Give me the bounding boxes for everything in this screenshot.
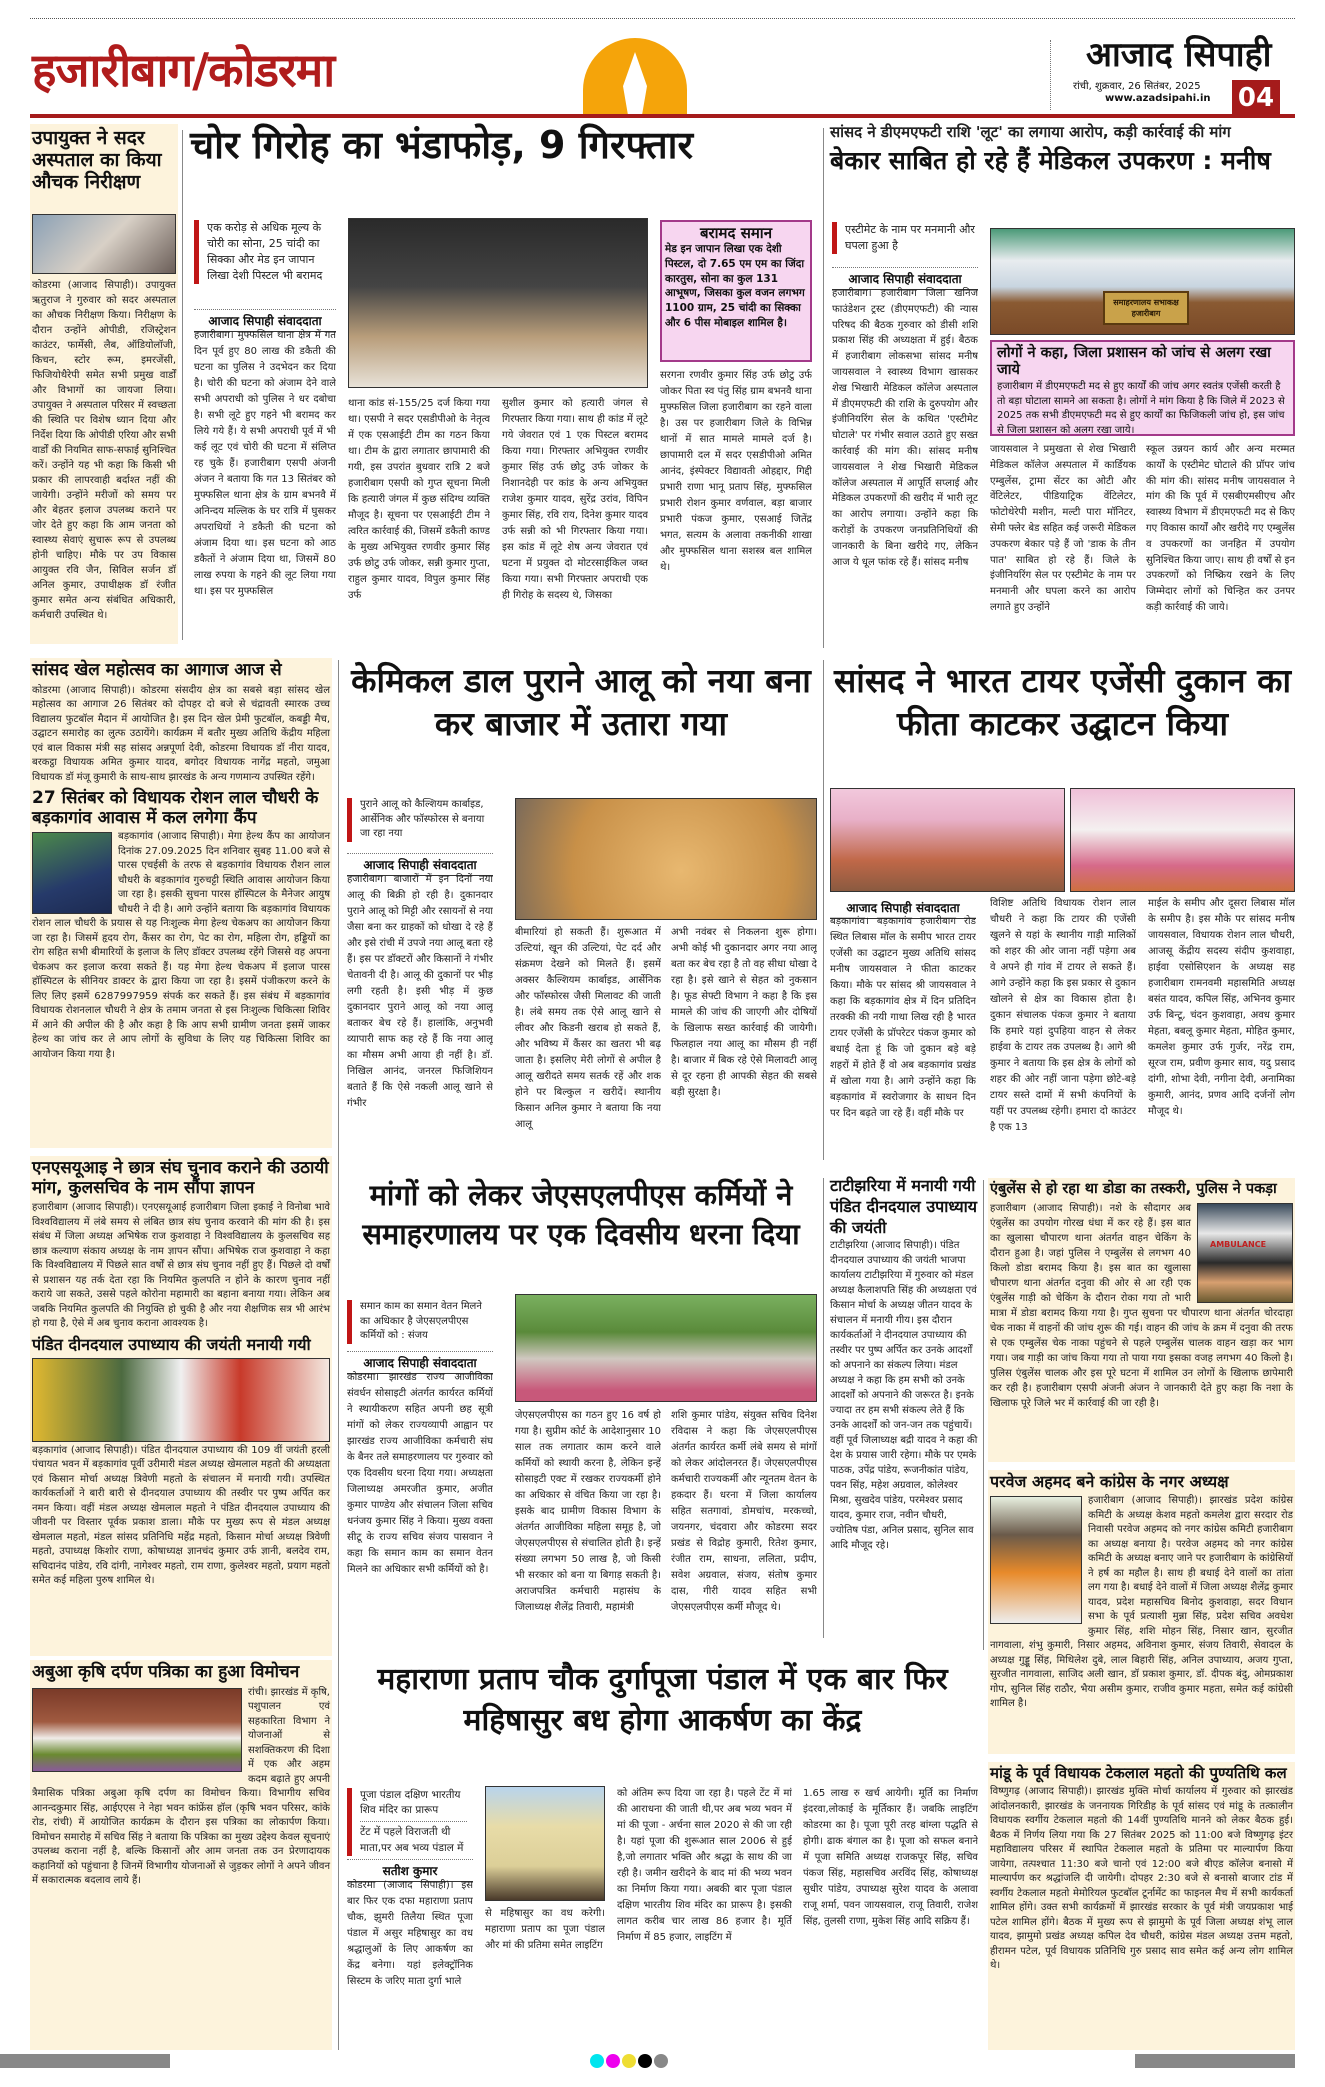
jslps-article bbox=[345, 1176, 817, 1636]
gang-article bbox=[190, 124, 820, 644]
abua-headline: अबुआ कृषि दर्पण पत्रिका का हुआ विमोचन bbox=[32, 1662, 300, 1682]
tyre-byline: आजाद सिपाही संवाददाता bbox=[830, 897, 976, 919]
parvez-headline: परवेज अहमद बने कांग्रेस के नगर अध्यक्ष bbox=[990, 1472, 1229, 1491]
dmft-byline: आजाद सिपाही संवाददाता bbox=[832, 267, 978, 290]
gang-kicker: एक करोड़ से अधिक मूल्य के चोरी का सोना, 25 चांदी का सिक्का और मेड इन जापान लिखा देशी पिस्टल भी बरामद bbox=[194, 220, 336, 284]
abua-article bbox=[30, 1660, 332, 2050]
dmft-col3: स्कूल उन्नयन कार्य और अन्य मरम्मत कार्यों के एस्टीमेट घोटाले की प्रॉपर जांच की मांग की। सांसद मनीष जायसवाल ने मांग की कि पूर्व में एसबीएमसीएच और स्वास्थ्य विभाग में डीएमएफटी मद से किए गए विकास कार्यों और खरीदे गए एम्बुलेंस व उपकरणों का जनहित में उपयोग सुनिश्चित किया जाए। साथ ही वर्षों से इन उपकरणों को निष्क्रिय रखने के लिए जिम्मेदार लोगों को चिन्हित कर उनपर कड़ी कार्रवाई की जाये। bbox=[1146, 444, 1295, 613]
print-bar-left bbox=[0, 2054, 170, 2068]
dmft-headline: बेकार साबित हो रहे हैं मेडिकल उपकरण : मनीष bbox=[830, 146, 1271, 176]
potatoes-photo bbox=[515, 798, 817, 920]
gang-col2: थाना कांड सं-155/25 दर्ज किया गया था। एसपी ने सदर एसडीपीओ के नेतृत्व में एक एसआईटी टीम का गठन किया था। टीम के द्वारा लगातार छापामारी की गयी, इस उपरांत बुधवार रात्रि 2 बजे हजारीबाग एसपी को गुप्त सूचना मिली कि हत्यारी जंगल में कुछ संदिग्ध व्यक्ति मौजूद है। सूचना पर एसआईटी टीम ने त्वरित कार्रवाई की, जिसमें डकैती काण्ड के मुख्य अभियुक्त रणवीर कुमार सिंह उर्फ छोटु उर्फ जोकर, सन्नी कुमार गुप्ता, राहुल कुमार यादव, विपुल कुमार सिंह उर्फ bbox=[348, 398, 490, 601]
registration-dot-yellow bbox=[622, 2054, 636, 2068]
durga-kicker-2: टेंट में पहले विराजती थी माता,पर अब भव्य पंडाल में bbox=[360, 1826, 464, 1854]
tyre-col2: विशिष्ट अतिथि विधायक रोशन लाल चौधरी ने कहा कि टायर की एजेंसी खुलने से यहां के स्थानीय गाड़ी मालिकों को शहर की ओर जाना नहीं पड़ेगा अब वे अपने ही गांव में टायर ले सकते हैं। आगे उन्होंने कहा कि इस प्रकार से दुकान खोलने से क्षेत्र का विकास होता है। दुकान संचालक पंकज कुमार ने बताया कि हमारे यहां दुपहिया वाहन से लेकर हाईवा के टायर तक उपलब्ध है। आगे श्री कुमार ने बताया कि इस क्षेत्र के लोगों को शहर की ओर नहीं जाना पड़ेगा छोटे-बड़े टायर सस्ते दामों में सभी कंपनियों के यहीं पर उपलब्ध रहेगी। हमारा दो काउंटर है एक 13 bbox=[990, 898, 1136, 1133]
jayanti-photo bbox=[32, 1358, 330, 1442]
ribbon-cutting-photo bbox=[830, 788, 1065, 892]
dmft-article bbox=[830, 124, 1295, 644]
pandal-photo bbox=[485, 1786, 605, 1901]
khel-headline: सांसद खेल महोत्सव का आगाज आज से bbox=[32, 660, 282, 680]
public-demand-title: लोगों ने कहा, जिला प्रशासन को जांच से अलग रखा जाये bbox=[997, 345, 1271, 378]
camp-body: बड़कागांव (आजाद सिपाही)। मेगा हेल्थ कैंप का आयोजन दिनांक 27.09.2025 दिन शनिवार सुबह 11.00 बजे से पारस एचईसी के तरफ से बड़कागांव विधायक रौशन लाल चौधरी के बड़कागांव गुरुचट्टी स्थिति आवास आयोजन किया जा रहा है। इसकी सुचना पारस हॉस्पिटल के मैनेजर आयुष चौधरी ने दी है। आगे उन्होंने बताया कि बड़कागांव विधायक रोशन लाल चौधरी के प्रयास से यह निःशुल्क मेगा हेल्थ चेकअप का आयोजन किया जा रहा है। जिसमें हृदय रोग, कैंसर का रोग, पेट का रोग, महिला रोग, हड्डियों का रोग सहित सभी बीमारियों के इलाज के लिए डॉक्टर उपलब्ध रहेंगे जिससे वह अपना चेकअप कर इलाज करवा सकते हैं। यह मेगा हेल्थ चेकअप में इलाज पारस हॉस्पिटल के सीनियर डाक्टर के द्वारा किया जा रहा है। इसमें पंजीकरण करने के लिए लिए इसमें 6287997959 संपर्क कर सकते हैं। इस संबंध में बड़कागांव विधायक रोशनलाल चौधरी ने क्षेत्र के तमाम जनता से इस निःशुल्क चिकित्सा शिविर में आने की अपील की है और कहा है कि आप सभी ग्रामीण जनता इसमें जाकर हेल्थ का जांच कर ले आप लोगों के सुविधा के लिए यह चिकित्सा शिविर का आयोजन किया गया है। bbox=[32, 831, 330, 1060]
masthead-rule bbox=[30, 114, 1295, 118]
potato-kicker: पुराने आलू को कैल्शियम कार्बाइड, आर्सेनिक और फॉस्फोरस से बनाया जा रहा नया bbox=[347, 798, 493, 842]
hospital-headline: उपायुक्त ने सदर अस्पताल का किया औचक निरीक्षण bbox=[32, 127, 162, 193]
ambulance-photo bbox=[1197, 1203, 1293, 1303]
durga-col4: 1.65 लाख रु खर्च आयेगी। मूर्ति का निर्माण इंदरवा,लोकाई के मूर्तिकार हैं। जबकि लाइटिंग कोडरमा का है। पूजा पूरी तरह बांग्ला पद्धति से होगी। ढाक बंगाल का है। पूजा को सफल बनाने में पूजा समिति अध्यक्ष राजकपूर सिंह, सचिव पंकज सिंह, महासचिव अरविंद सिंह, कोषाध्यक्ष सुधीर पांडेय, उपाध्यक्ष सुरेश यादव के अलावा राजू शर्मा, पवन जायसवाल, राजू तिवारी, राजेश सिंह, तुलसी राणा, मुकेश सिंह आदि सक्रिय हैं। bbox=[803, 1788, 978, 1927]
jslps-col3: शशि कुमार पांडेय, संयुक्त सचिव दिनेश रविदास ने कहा कि जेएसएलपीएस अंतर्गत कार्यरत कर्मी लंबे समय से मांगों को लेकर आंदोलनरत हैं। जेएसएलपीएस कर्मचारी राज्यकर्मी और न्यूनतम वेतन के हकदार हैं। धरना में जिला कार्यालय सहित सतगावां, डोमचांच, मरकच्चो, जयनगर, चंदवारा और कोडरमा सदर प्रखंड से विद्रोह कुमारी, रितेश कुमार, रंजीत राम, साधना, ललिता, प्रदीप, सवेश अग्रवाल, संजय, संतोष कुमार दास, गीरी यादव सहित सभी जेएसएलपीएस कर्मी मौजूद थे। bbox=[671, 1410, 817, 1613]
photo-sign: समाहरणालय सभाकक्ष हजारीबाग bbox=[1103, 291, 1189, 325]
website-link[interactable]: www.azadsipahi.in bbox=[1105, 93, 1211, 104]
jslps-kicker: समान काम का समान वेतन मिलने का अधिकार है जेएसएलपीएस कर्मियों को : संजय bbox=[347, 1300, 493, 1344]
nsui-headline: एनएसयूआइ ने छात्र संघ चुनाव कराने की उठायी मांग, कुलसचिव के नाम सौंपा ज्ञापन bbox=[32, 1158, 329, 1198]
durga-col3: को अंतिम रूप दिया जा रहा है। पहले टेंट में मां की आराधना की जाती थी,पर अब भव्य भवन में मां की पूजा - अर्चना साल 2020 से की जा रही है। यहां पूजा की शुरूआत साल 2006 से हुई है,जो लगातार भक्ति और श्रद्धा के साथ की जा रही है। जमीन खरीदने के बाद मां की भव्य भवन का निर्माण किया गया। अबकी बार पूजा पंडाल दक्षिण भारतीय शिव मंदिर का प्रारूप है। इसकी लागत करीब चार लाख 86 हजार है। मूर्ति निर्माण में 85 हजार, लाइटिंग में bbox=[617, 1788, 792, 1943]
newspaper-name: आजाद सिपाही bbox=[1086, 35, 1272, 75]
khel-body: कोडरमा (आजाद सिपाही)। कोडरमा संसदीय क्षेत्र का सबसे बड़ा सांसद खेल महोत्सव का आगाज 26 सितंबर को दोपहर दो बजे से चंद्रावती स्मारक उच्च विद्यालय फुटबॉल मैदान में आयोजित है। इस दिन खेल प्रेमी फुटबॉल, कबड्डी मैच, उद्घाटन समारोह का लुत्फ उठायेंगे। कार्यक्रम में बतौर मुख्य अतिथि केंद्रीय महिला एवं बाल विकास मंत्री सह सांसद अन्नपूर्णा देवी, कोडरमा विधायक डॉ नीरा यादव, बरकट्ठा विधायक अमित कुमार यादव, बगोदर विधायक नागेंद्र महतो, जमुआ विधायक डॉ मंजू कुमारी के साथ-साथ झारखंड के अन्य गणमान्य उपस्थित रहेंगे। bbox=[32, 684, 330, 783]
nsui-body: हजारीबाग (आजाद सिपाही)। एनएसयूआई हजारीबाग जिला इकाई ने विनोबा भावे विश्वविद्यालय में लंबे समय से लंबित छात्र संघ चुनाव करवाने की मांग की है। इस संबंध में जिला अध्यक्ष अभिषेक राज कुशवाहा ने विश्वविद्यालय के कुलसचिव सह छात्र कल्याण संकाय अध्यक्ष के नाम ज्ञापन सौंपा। अभिषेक राज कुशवाहा ने कहा कि विश्वविद्यालय में पिछले सात वर्षों से छात्र संघ चुनाव नहीं हुए हैं। पिछले दो वर्षों से प्रशासन यह तर्क देता रहा कि नियमित कुलपति न होने के कारण चुनाव नहीं कराये जा सकते, उससे पहले कोरोना महामारी का बहाना बनाया गया। लेकिन अब जबकि नियमित कुलपति की नियुक्ति हो चुकी है और नया शैक्षणिक सत्र भी आरंभ हो गया है, ऐसे में अब चुनाव कराना आवश्यक है। bbox=[32, 1202, 330, 1330]
durga-kicker-1: पूजा पंडाल दक्षिण भारतीय शिव मंदिर का प्रारूप bbox=[360, 1788, 467, 1822]
inauguration-photo bbox=[1070, 788, 1295, 892]
magazine-launch-photo bbox=[32, 1688, 242, 1772]
tatijhariya-headline: टाटीझरिया में मनायी गयी पंडित दीनदयाल उपाध्याय की जयंती bbox=[830, 1176, 978, 1237]
tyre-col1: बड़कागांव। बड़कागांव हजारीबाग रोड स्थित लिबास मॉल के समीप भारत टायर एजेंसी का उद्घाटन मुख्य अतिथि सांसद मनीष जायसवाल ने फीता काटकर किया। मौके पर सांसद श्री जायसवाल ने कहा कि बड़कागांव क्षेत्र में दिन प्रतिदिन तरक्की की नयी गाथा लिख रही है भारत टायर एजेंसी के प्रॉपरेटर पंकज कुमार को बधाई देता हूं कि जो दुकान बड़े बड़े शहरों में होते हैं वो अब बड़कागांव प्रखंड में खोला गया है। आगे उन्होंने कहा कि बड़कागांव में स्वरोजगार के साधन दिन पर दिन बढ़ते जा रहे हैं। वहीं मौके पर bbox=[830, 916, 976, 1119]
page-number: 04 bbox=[1232, 80, 1280, 116]
potato-article bbox=[345, 660, 817, 1160]
mla-photo bbox=[32, 832, 112, 914]
registration-dot-black bbox=[638, 2054, 652, 2068]
recovered-items-box bbox=[660, 220, 812, 362]
recovered-items-title: बरामद समान bbox=[699, 224, 773, 242]
gang-headline: चोर गिरोह का भंडाफोड़, 9 गिरफ्तार bbox=[190, 123, 694, 167]
abua-body: रांची। झारखंड में कृषि, पशुपालन एवं सहकारिता विभाग ने योजनाओं से सशक्तिकरण की दिशा में एक और अहम कदम बढ़ाते हुए अपनी त्रैमासिक पत्रिका अबुआ कृषि दर्पण का विमोचन किया। विभागीय सचिव आनन्दकुमार सिंह, आईएएस ने नेहा भवन कांफ्रेंस हॉल (कृषि भवन परिसर, कांके रोड, रांची) में आयोजित कार्यक्रम के दौरान इस पत्रिका का लोकार्पण किया। विमोचन समारोह में सचिव सिंह ने बताया कि पत्रिका का मुख्य उद्देश्य केवल सूचनाएं उपलब्ध कराना नहीं है, बल्कि किसानों और आम जनता तक उन प्रेरणादायक कहानियों को पहुंचाना है जिनमें विभागीय योजनाओं से जुड़कर लोगों ने अपने जीवन में सकारात्मक बदलाव लाये हैं। bbox=[32, 1686, 330, 1887]
gang-photo bbox=[348, 218, 648, 388]
potato-col2: बीमारियां हो सकती हैं। शुरूआत में उल्टियां, खून की उल्टियां, पेट दर्द और संक्रमण देखने को मिलते हैं। इसमें अक्सर कैल्शियम कार्बाइड, आर्सेनिक और फॉस्फोरस जैसी मिलावट की जाती है। लंबे समय तक ऐसे आलू खाने से लीवर और किडनी खराब हो सकते हैं, और भविष्य में कैंसर का खतरा भी बढ़ जाता है। इसलिए मेरी लोगों से अपील है आलू खरीदते समय सतर्क रहें और शक होने पर बिल्कुल न खरीदें। स्थानीय किसान अनिल कुमार ने बताया कि नया आलू bbox=[515, 927, 661, 1130]
jslps-byline: आजाद सिपाही संवाददाता bbox=[347, 1351, 493, 1374]
ambulance-headline: एंबुलेंस से हो रहा था डोडा का तस्करी, पुलिस ने पकड़ा bbox=[990, 1181, 1277, 1197]
hospital-photo bbox=[32, 214, 176, 274]
gang-byline: आजाद सिपाही संवाददाता bbox=[194, 309, 336, 332]
durga-article bbox=[345, 1660, 980, 2050]
durga-byline: सतीश कुमार bbox=[347, 1859, 473, 1882]
meeting-photo bbox=[990, 228, 1295, 335]
tekal-article bbox=[988, 1762, 1295, 2050]
ambulance-label: AMBULANCE bbox=[1210, 1239, 1267, 1249]
public-demand-text: हजारीबाग में डीएमएफटी मद से हुए कार्यों की जांच अगर स्वतंत्र एजेंसी करती है तो बड़ा घोटाला सामने आ सकता है। लोगों ने मांग किया है कि जिले में 2023 से 2025 तक सभी डीएमएफटी मद से हुए कार्यों का फिजिकली जांच हो, इस जांच से जिला प्रशासन को अलग रखा जाये। bbox=[997, 381, 1285, 436]
section-title: हजारीबाग/कोडरमा bbox=[32, 43, 335, 97]
durga-kicker bbox=[347, 1788, 467, 1856]
dmft-col1: हजारीबाग। हजारीबाग जिला खनिज फाउंडेशन ट्रस्ट (डीएमएफटी) की न्यास परिषद की बैठक गुरुवार को डीसी शशि प्रकाश सिंह की अध्यक्षता में हुई। बैठक में हजारीबाग लोकसभा सांसद मनीष जायसवाल ने स्वास्थ्य विभाग खासकर शेख भिखारी मेडिकल कॉलेज अस्पताल में डीएमएफटी की राशि के दुरुपयोग और इंजीनियरिंग सेल के कथित 'एस्टीमेट घोटाले' पर गंभीर सवाल उठाते हुए सख्त कार्रवाई की मांग की। सांसद मनीष जायसवाल ने शेख भिखारी मेडिकल कॉलेज अस्पताल में आपूर्ति सप्लाई और मेडिकल उपकरणों की खरीद में भारी लूट का आरोप लगाया। उन्होंने कहा कि करोड़ों के उपकरण जनप्रतिनिधियों की जानकारी के बिना खरीदे गए, लेकिन आज ये धूल फांक रहे हैं। सांसद मनीष bbox=[832, 288, 978, 568]
jslps-col1: कोडरमा। झारखंड राज्य आजीविका संवर्धन सोसाइटी अंतर्गत कार्यरत कर्मियों ने स्थायीकरण सहित अपनी छह सूत्री मांगों को लेकर राज्यव्यापी आह्वान पर झारखंड राज्य आजीविका कर्मचारी संघ के बैनर तले समाहरणालय पर गुरुवार को एक दिवसीय धरना दिया गया। अध्यक्षता जिलाध्यक्ष अमरजीत कुमार, अजीत कुमार पाण्डेय और संचालन जिला सचिव धनंजय कुमार सिंह ने किया। मुख्य वक्ता सीटू के राज्य सचिव संजय पासवान ने कहा कि समान काम का समान वेतन मिलने का अधिकार सभी कर्मियों को है। bbox=[347, 1372, 493, 1575]
deendayal-headline: पंडित दीनदयाल उपाध्याय की जयंती मनायी गयी bbox=[32, 1334, 311, 1354]
potato-headline: केमिकल डाल पुराने आलू को नया बना कर बाजार में उतारा गया bbox=[351, 661, 811, 743]
print-bar-right bbox=[1135, 2054, 1295, 2068]
gang-col3: सुशील कुमार को हत्यारी जंगल से गिरफ्तार किया गया। साथ ही कांड में लूटे गये जेवरात एवं 1 एक पिस्टल बरामद किया गया। गिरफ्तार अभियुक्त रणवीर कुमार सिंह उर्फ छोटु उर्फ जोकर के निशानदेही पर कांड के अन्य अभियुक्त राजेश कुमार यादव, सुरेंद्र उरांव, विपिन कुमार सिंह, रवि राय, दिनेश कुमार यादव उर्फ सन्नी को भी गिरफ्तार किया गया। इस कांड में लूटे शेष अन्य जेवरात एवं घटना में प्रयुक्त दो मोटरसाईकिल जब्त किया गया। सभी गिरफ्तार अपराधी एक ही गिरोह के सदस्य थे, जिसका bbox=[502, 398, 648, 601]
protest-photo bbox=[515, 1294, 817, 1402]
hospital-body: कोडरमा (आजाद सिपाही)। उपायुक्त ऋतुराज ने गुरुवार को सदर अस्पताल का औचक निरीक्षण किया। निरीक्षण के दौरान उन्होंने ओपीडी, रजिस्ट्रेशन काउंटर, फार्मेसी, लैब, ऑडियोलॉजी, किचन, स्टोर रूम, इमरजेंसी, फिजियोथैरेपी समेत सभी प्रमुख वार्डों और विभागों का जायजा लिया। उपायुक्त ने अस्पताल परिसर में स्वच्छता की स्थिति पर विशेष ध्यान दिया और निर्देश दिया कि ओपीडी एरिया और सभी वार्डों की नियमित साफ-सफाई सुनिश्चित करें। उन्होंने यह भी कहा कि किसी भी प्रकार की लापरवाही बर्दाश्त नहीं की जायेगी। उन्होंने मरीजों को समय पर और बेहतर इलाज उपलब्ध कराने पर जोर देते हुए कहा कि आम जनता को स्वास्थ्य सेवाएं सुचारू रूप से उपलब्ध होनी चाहिए। मौके पर उप विकास आयुक्त रवि जैन, सिविल सर्जन डॉ अनिल कुमार, उपाधीक्षक डॉ रंजीत कुमार समेत अन्य संबंधित अधिकारी, कर्मचारी उपस्थित थे। bbox=[32, 280, 176, 621]
deendayal-body: बड़कागांव (आजाद सिपाही)। पंडित दीनदयाल उपाध्याय की 109 वीं जयंती हरली पंचायत भवन में बड़कागांव पूर्वी उरीमारी मंडल अध्यक्ष खेमलाल महतो की अध्यक्षता एवं किसान मोर्चा अध्यक्ष त्रिवेणी महतो के संचालन में मनायी गयी। उपस्थित कार्यकर्ताओं ने बारी बारी से दीनदयाल उपाध्याय की तस्वीर पर पुष्प अर्पित कर नमन किया। वहीं मंडल अध्यक्ष खेमलाल महतो ने पंडित दीनदयाल उपाध्याय की जीवनी पर विस्तार पूर्वक प्रकाश डाला। मौके पर मुख्य रूप से मंडल अध्यक्ष खेमलाल महतो, मंडल सांसद प्रतिनिधि महेंद्र महतो, किसान मोर्चा अध्यक्ष त्रिवेणी महतो, उपाध्यक्ष किशोर राणा, कोषाध्यक्ष ज्ञानचंद कुमार उर्फ ज्ञानी, बलदेव राम, सचिदानंद पांडेय, रवि दांगी, नागेश्वर महतो, राम राणा, कुलेश्वर महतो, प्रयाग महतो समेत कई महिला पुरुष शामिल थे। bbox=[32, 1444, 330, 1587]
gang-col4: सरगना रणवीर कुमार सिंह उर्फ छोटु उर्फ जोकर पिता स्व पंतु सिंह ग्राम बभनवै थाना मुफ्फसिल जिला हजारीबाग का रहने वाला है। उस पर हजारीबाग जिले के विभिन्न थानों में सात मामले मामले दर्ज है। छापामारी दल में सदर एसडीपीओ अमित आनंद, इंस्पेक्टर विद्यावती ओहद्दार, गिद्दी प्रभारी राणा भानू प्रताप सिंह, मुफ्फसिल प्रभारी रोशन कुमार वर्णवाल, बड़ा बाजार प्रभारी पंकज कुमार, एसआई जितेंद्र भगत, सत्यम के अलावा तकनीकी शाखा और मुफ्फसिल थाना सशस्त्र बल शामिल थे। bbox=[660, 370, 812, 573]
left-lower-block bbox=[30, 1156, 332, 1656]
recovered-items-text: मेड इन जापान लिखा एक देशी पिस्टल, दो 7.65 एम एम का जिंदा कारतुस, सोना का कुल 131 आभूषण, जिसका कुल वजन लगभग 1100 ग्राम, 25 चांदी का सिक्का और 6 पीस मोबाइल शामिल है। bbox=[665, 243, 805, 329]
tatijhariya-body: टाटीझरिया (आजाद सिपाही)। पंडित दीनदयाल उपाध्याय की जयंती भाजपा कार्यालय टाटीझरिया में गुरुवार को मंडल अध्यक्ष कैलाशपति सिंह की अध्यक्षता एवं किसान मोर्चा के अध्यक्ष जीतन यादव के संचालन में मनायी गीय। इस दौरान कार्यकर्ताओं ने दीनदयाल उपाध्याय की तस्वीर पर पुष्प अर्पित कर उनके आदर्शों को अपनाने का संकल्प लिया। मंडल अध्यक्ष ने कहा कि हम सभी को उनके आदर्शों को अपनाने की जरूरत है। इनके ज्यादा तर हम सभी संकल्प लेते हैं कि उनके आदर्शों को जन-जन तक पहुंचायें। वहीं पूर्व जिलाध्यक्ष बद्री यादव ने कहा की देश के प्रयास जारी रहेगा। मौके पर एमके पाठक, उपेंद्र पांडेय, रूजनीकांत पांडेय, पवन सिंह, महेश अग्रवाल, कोलेश्वर मिश्रा, सुखदेव पांडेय, परमेश्वर प्रसाद यादव, कुमार राज, नवीन चौधरी, ज्योतिष पंडा, अनिल प्रसाद, सुनिल साव आदि मौजूद रहे। bbox=[830, 1240, 978, 1552]
durga-headline: महाराणा प्रताप चौक दुर्गापूजा पंडाल में एक बार फिर महिषासुर बध होगा आकर्षण का केंद्र bbox=[377, 1662, 948, 1738]
registration-dot-magenta bbox=[606, 2054, 620, 2068]
date-line: रांची, शुक्रवार, 26 सितंबर, 2025 bbox=[1073, 81, 1201, 92]
tyre-headline: सांसद ने भारत टायर एजेंसी दुकान का फीता काटकर उद्घाटन किया bbox=[833, 661, 1291, 743]
tekal-headline: मांडू के पूर्व विधायक टेकलाल महतो की पुण्यतिथि कल bbox=[990, 1764, 1287, 1782]
potato-col3: अभी नवंबर से निकलना शुरू होगा। अभी कोई भी दुकानदार अगर नया आलू बता कर बेच रहा है तो वह सीधा धोखा दे रहा है। इसे खाने से सेहत को नुकसान है। फूड सेफ्टी विभाग ने कहा है कि इस मामले की जांच की जाएगी और दोषियों के खिलाफ सख्त कार्रवाई की जायेगी। फिलहाल नया आलू का मौसम ही नहीं है। बाजार में बिक रहे ऐसे मिलावटी आलू से दूर रहना ही आपकी सेहत की सबसे बड़ी सुरक्षा है। bbox=[671, 927, 817, 1098]
dmft-overline: सांसद ने डीएमएफटी राशि 'लूट' का लगाया आरोप, कड़ी कार्रवाई की मांग bbox=[830, 123, 1231, 141]
dmft-col2: जायसवाल ने प्रमुखता से शेख भिखारी मेडिकल कॉलेज अस्पताल में कार्डियक एम्बुलेंस, ट्रामा सेंटर का ओटी और वेंटिलेटर, पीडियाट्रिक वेंटिलेटर, फोटोथेरेपी मशीन, मल्टी पारा मॉनिटर, सेमी फ्लेर बेड सहित कई जरूरी मेडिकल उपकरण बेकार पड़े हैं जो 'डाक के तीन पात' साबित हो रहे हैं। जिले के इंजीनियरिंग सेल पर एस्टीमेट के नाम पर मनमानी और घपला करने का आरोप लगाते हुए उन्होंने bbox=[990, 444, 1136, 613]
pen-nib-icon bbox=[583, 38, 687, 114]
registration-dot-cyan bbox=[590, 2054, 604, 2068]
column-divider bbox=[823, 128, 824, 648]
masthead-divider bbox=[1050, 40, 1051, 110]
parvez-article bbox=[988, 1470, 1295, 1754]
ambulance-body: हजारीबाग (आजाद सिपाही)। नशे के सौदागर अब एंबुलेंस का उपयोग गोरख धंधा में कर रहे हैं। इस बात का खुलासा चौपारण थाना अंतर्गत वाहन चेकिंग के दौरान हुआ है। जहां पुलिस ने एम्बुलेंस से लगभग 40 किलो डोडा बरामद किया है। इस बात का खुलासा चौपारण थाना अंतर्गत दनुवा की ओर से आ रही एक एंबुलेंस गाड़ी को चेकिंग के दौरान रोका गया तो भारी मात्रा में डोडा बरामद किया गया है। गुप्त सुचना पर चौपारण थाना अंतर्गत चोरदाहा चेक नाका में वाहनों की जांच शुरू की गई। वाहन की जांच के क्रम में दनुवा की तरफ से एक एम्बुलेंस चेक नाका पहुंचने से पहले एम्बुलेंस चालक वाहन खड़ा कर भाग गया। जब गाड़ी का जांच किया गया तो पाया गया इसका वजह लगभग 40 किलो है। पुलिस एंबुलेंस चालक और इस पूरे घटना में शामिल उन लोगों के खिलाफ छापेमारी कर रही है। हजारीबाग एसपी अंजनी अंजन ने जानकारी देते हुए कहा कि नशा के खिलाफ पूरे जिले भर में कार्रवाई की जा रही है। bbox=[990, 1202, 1293, 1409]
column-divider bbox=[338, 660, 339, 2050]
potato-byline: आजाद सिपाही संवाददाता bbox=[347, 853, 493, 876]
camp-headline: 27 सितंबर को विधायक रोशन लाल चौधरी के बड़कागांव आवास में कल लगेगा कैंप bbox=[32, 788, 319, 828]
hospital-article bbox=[30, 124, 178, 644]
jslps-headline: मांगों को लेकर जेएसएलपीएस कर्मियों ने समाहरणालय पर एक दिवसीय धरना दिया bbox=[362, 1178, 800, 1252]
column-divider bbox=[823, 1178, 824, 1638]
tyre-article bbox=[830, 660, 1295, 1160]
top-dotted-rule bbox=[30, 18, 1295, 19]
tyre-col3: माईल के समीप और दूसरा लिबास मॉल के समीप है। इस मौके पर सांसद मनीष जायसवाल, विधायक रोशन लाल चौधरी, आजसू केंद्रीय सदस्य संदीप कुशवाहा, हाईवा एसोसिएशन के अध्यक्ष सह हजारीबाग रामनवमी महासमिति अध्यक्ष बसंत यादव, कपिल सिंह, अभिनव कुमार उर्फ बिन्टू, चंदन कुशवाहा, अवध कुमार मेहता, बबलू कुमार मेहता, मोहित कुमार, कमलेश कुमार उर्फ गुर्जर, नरेंद्र राम, सूरज राम, प्रवीण कुमार साव, यदु प्रसाद दांगी, शोभा देवी, नगीना देवी, अनामिका कुमारी, आनंद, प्रणव आदि दर्जनों लोग मौजूद थे। bbox=[1148, 898, 1295, 1117]
potato-col1: हजारीबाग। बाजारों में इन दिनों नया आलू की बिक्री हो रही है। दुकानदार पुराने आलू को मिट्टी और रसायनों से नया जैसा बना कर ग्राहकों को धोखा दे रहे हैं और इसे रांची में उपजे नया आलू बता रहे हैं। इस पर डॉक्टरों और किसानों ने गंभीर चेतावनी दी है। आलू की दुकानों पर भीड़ लगी रहती है। इसी भीड़ में कुछ दुकानदार पुराने आलू को नया आलू बताकर बेच रहे हैं। हालांकि, अनुभवी व्यापारी साफ कह रहे हैं कि नया आलू का मौसम अभी आया ही नहीं है। डॉ. निखिल आनंद, जनरल फिजिशियन बताते हैं कि ऐसे नकली आलू खाने से गंभीर bbox=[347, 874, 493, 1109]
tatijhariya-article bbox=[830, 1176, 978, 1636]
durga-col2: से महिषासुर का वध करेगी। महाराणा प्रताप का पूजा पंडाल और मां की प्रतिमा समेत लाइटिंग bbox=[485, 1908, 605, 1951]
column-divider bbox=[182, 130, 183, 640]
ambulance-article bbox=[988, 1178, 1295, 1462]
tekal-body: विष्णुगढ़ (आजाद सिपाही)। झारखंड मुक्ति मोर्चा कार्यालय में गुरुवार को झारखंड आंदोलनकारी, झारखंड के जननायक गिरिडीह के पूर्व सांसद एवं मांडू के तत्कालीन विधायक स्वर्गीय टेकलाल महतो की 14वीं पुण्यतिथि मानने को लेकर बैठक हुई। बैठक में निर्णय लिया गया कि 27 सितंबर 2025 को 11:00 बजे विष्णुगढ़ इंटर महाविद्यालय परिसर में स्थापित टेकलाल महतो के प्रतिमा पर माल्यार्पण किया जायेगा, तत्पश्चात 11:30 बजे चानो एवं 12:00 बजे बीएड कॉलेज बनासो में माल्यार्पण कर श्रद्धांजलि दी जायेगी। दोपहर 2:30 बजे से बनासो बाजार टांड में स्वर्गीय टेकलाल महतो मेमोरियल फुटबॉल टूर्नामेंट का फाइनल मैच में सभी कार्यकर्ता शामिल होंगे। उक्त सभी कार्यक्रमों में झारखंड सरकार के पूर्व मंत्री जयप्रकाश भाई पटेल शामिल होंगे। बैठक में मुख्य रूप से झामुमो के पूर्व जिला अध्यक्ष शंभू लाल यादव, झामुमो प्रखंड अध्यक्ष कपिल देव चौधरी, कांग्रेस मंडल अध्यक्ष उत्तम महतो, हीरामन पटेल, पूर्व विधायक प्रतिनिधि गुरु प्रसाद साव समेत कई अन्य लोग शामिल थे। bbox=[990, 1786, 1293, 1972]
public-demand-box bbox=[990, 340, 1295, 436]
registration-dot-gray bbox=[654, 2054, 668, 2068]
parvez-photo bbox=[990, 1496, 1082, 1624]
left-middle-block bbox=[30, 658, 332, 1148]
column-divider bbox=[823, 660, 824, 1160]
jslps-col2: जेएसएलपीएस का गठन हुए 16 वर्ष हो गया है। सुप्रीम कोर्ट के आदेशानुसार 10 साल तक लगातार काम करने वाले कर्मियों को स्थायी करना है, लेकिन इन्हें सोसाइटी एक्ट में रखकर राज्यकर्मी होने का अधिकार से वंचित किया जा रहा है। इसके बाद ग्रामीण विकास विभाग के अंतर्गत आजीविका महिला समूह है, जो जेएसएलपीएस से संचालित होती है। इन्हें संख्या लगभग 50 लाख है, जो किसी भी सरकार को बना या बिगाड़ सकती है। अराजपत्रित कर्मचारी महासंघ के जिलाध्यक्ष शैलेंद्र तिवारी, महामंत्री bbox=[515, 1410, 661, 1613]
durga-col1: कोडरमा (आजाद सिपाही)। इस बार फिर एक दफा महाराणा प्रताप चौक, झुमरी तिलैया स्थित पूजा पंडाल में असुर महिषासुर का वध श्रद्धालुओं के लिए आकर्षण का केंद्र बनेगा। यहां इलेक्ट्रॉनिक सिस्टम के जरिए माता दुर्गा भाले bbox=[347, 1880, 473, 1987]
column-divider bbox=[983, 1180, 984, 1650]
gang-col1: हजारीबाग। मुफ्फसिल थाना क्षेत्र में गत दिन पूर्व हुए 80 लाख की डकैती की घटना का पुलिस ने उदभेदन कर दिया है। चोरी की घटना को अंजाम देने वाले सभी अपराधी को पुलिस ने धर दबोचा है। सभी लूटे हुए गहने भी बरामद कर लिये गये हैं। ये सभी अपराधी पूर्व में भी कई लूट एवं चोरी की घटना में संलिप्त रह चुके हैं। हजारीबाग एसपी अंजनी अंजन ने बताया कि गत 13 सितंबर को मुफ्फसिल थाना क्षेत्र के ग्राम बभनवै में अनिन्दय मल्लिक के घर रात्रि में घुसकर अपराधियों ने डकैती की घटना को अंजाम दिया था। इस घटना को आठ डकैतों ने अंजाम दिया था, जिसमें 80 लाख रुपया के गहने की लूट लिया गया था। इस पर मुफ्फसिल bbox=[194, 330, 336, 597]
dmft-kicker: एस्टीमेट के नाम पर मनमानी और घपला हुआ है bbox=[832, 222, 978, 254]
parvez-body: हजारीबाग (आजाद सिपाही)। झारखंड प्रदेश कांग्रेस कमिटी के अध्यक्ष केशव महतो कमलेश द्वारा सरदार रोड निवासी परवेज अहमद को नगर कांग्रेस कमिटी हजारीबाग का अध्यक्ष बनाया है। परवेज अहमद को नगर कांग्रेस कमिटी के अध्यक्ष बनाए जाने पर हजारीबाग के कांग्रेसियों ने हर्ष का महौल है। साथ ही बधाई देने वालों का तांता लग गया है। बधाई देने वालों में जिला अध्यक्ष शैलेंद्र कुमार यादव, प्रदेश महासचिव बिनोद कुशवाहा, सदर विधान सभा के पूर्व प्रत्याशी मुन्ना सिंह, प्रदेश सचिव अवधेश कुमार सिंह, शशि मोहन सिंह, निसार खान, सुरजीत नागवाला, शंभु कुमारी, निसार अहमद, अविनाश कुमार, संजय तिवारी, सेवादल के अध्यक्ष गुड्डू सिंह, मिथिलेश दुबे, लाल बिहारी सिंह, अनिल उपाध्याय, अजय गुप्ता, सुरजीत नागवाला, साजिद अली खान, डॉ प्रकाश कुमार, डॉ. दीपक बंदु, ओमप्रकाश गोप, सुनिल सिंह राठौर, भैया असीम कुमार, राजीव कुमार महता, समेत कई कांग्रेसी शामिल है। bbox=[990, 1495, 1293, 1710]
